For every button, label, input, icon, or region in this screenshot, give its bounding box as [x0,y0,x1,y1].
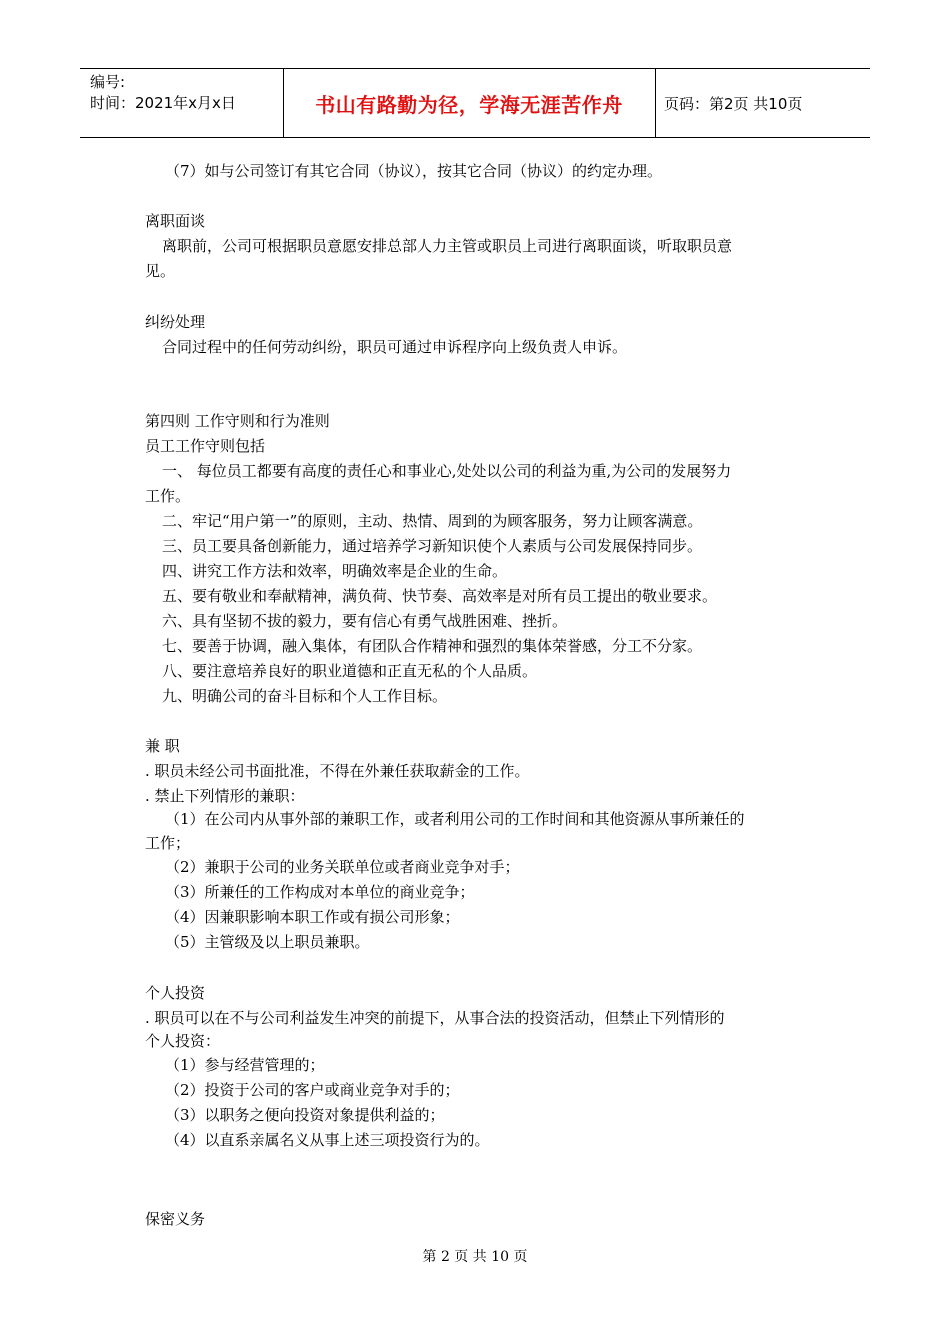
header-table [80,68,870,138]
list-item: （3）以职务之便向投资对象提供利益的； [165,1106,445,1124]
list-item: （2）投资于公司的客户或商业竞争对手的； [165,1081,460,1099]
header-divider [655,69,656,137]
section-heading: 个人投资 [145,984,206,1002]
header-left-cell [90,72,236,114]
section-heading: 第四则 工作守则和行为准则 [145,412,330,430]
section-heading: 保密义务 [145,1210,206,1228]
list-item: （4）以直系亲属名义从事上述三项投资行为的。 [165,1131,490,1149]
time-label: 时间：2021年x月x日 [90,94,236,112]
list-item: （1）参与经营管理的； [165,1056,325,1074]
list-item: （3）所兼任的工作构成对本单位的商业竞争； [165,883,475,901]
list-item: 四、讲究工作方法和效率，明确效率是企业的生命。 [162,562,508,580]
text-line: 个人投资： [145,1032,221,1050]
text-line: . 禁止下列情形的兼职： [145,787,305,805]
section-heading: 离职面谈 [145,212,206,230]
text-line: . 职员未经公司书面批准，不得在外兼任获取薪金的工作。 [145,762,530,780]
page-footer: 第 2 页 共 10 页 [422,1249,528,1265]
text-line: （7）如与公司签订有其它合同（协议），按其它合同（协议）的约定办理。 [165,162,663,180]
list-item: （5）主管级及以上职员兼职。 [165,933,370,951]
list-item: 七、要善于协调，融入集体，有团队合作精神和强烈的集体荣誉感，分工不分家。 [162,637,703,655]
text-line: 员工工作守则包括 [145,437,266,455]
list-item: 三、员工要具备创新能力，通过培养学习新知识使个人素质与公司发展保持同步。 [162,537,703,555]
number-label: 编号: [90,73,126,91]
text-line: 工作。 [145,487,191,505]
list-item: 六、具有坚韧不拔的毅力，要有信心有勇气战胜困难、挫折。 [162,612,568,630]
section-heading: 纠纷处理 [145,313,206,331]
text-line: 见。 [145,262,176,280]
text-line: 工作； [145,834,191,852]
list-item: 八、要注意培养良好的职业道德和正直无私的个人品质。 [162,662,538,680]
text-line: . 职员可以在不与公司利益发生冲突的前提下，从事合法的投资活动，但禁止下列情形的 [145,1009,725,1027]
list-item: 一、 每位员工都要有高度的责任心和事业心,处处以公司的利益为重,为公司的发展努力 [162,462,732,480]
list-item: 九、明确公司的奋斗目标和个人工作目标。 [162,687,448,705]
list-item: （2）兼职于公司的业务关联单位或者商业竞争对手； [165,858,520,876]
text-line: 合同过程中的任何劳动纠纷，职员可通过申诉程序向上级负责人申诉。 [162,338,628,356]
list-item: 二、牢记“用户第一”的原则，主动、热情、周到的为顾客服务，努力让顾客满意。 [162,512,703,530]
section-heading: 兼 职 [145,737,180,755]
list-item: （4）因兼职影响本职工作或有损公司形象； [165,908,460,926]
list-item: （1）在公司内从事外部的兼职工作，或者利用公司的工作时间和其他资源从事所兼任的 [165,810,745,828]
header-page-info: 页码：第2页 共10页 [664,94,803,113]
text-line: 离职前，公司可根据职员意愿安排总部人力主管或职员上司进行离职面谈，听取职员意 [162,237,733,255]
header-motto: 书山有路勤为径，学海无涯苦作舟 [315,92,623,117]
list-item: 五、要有敬业和奉献精神，满负荷、快节奏、高效率是对所有员工提出的敬业要求。 [162,587,718,605]
